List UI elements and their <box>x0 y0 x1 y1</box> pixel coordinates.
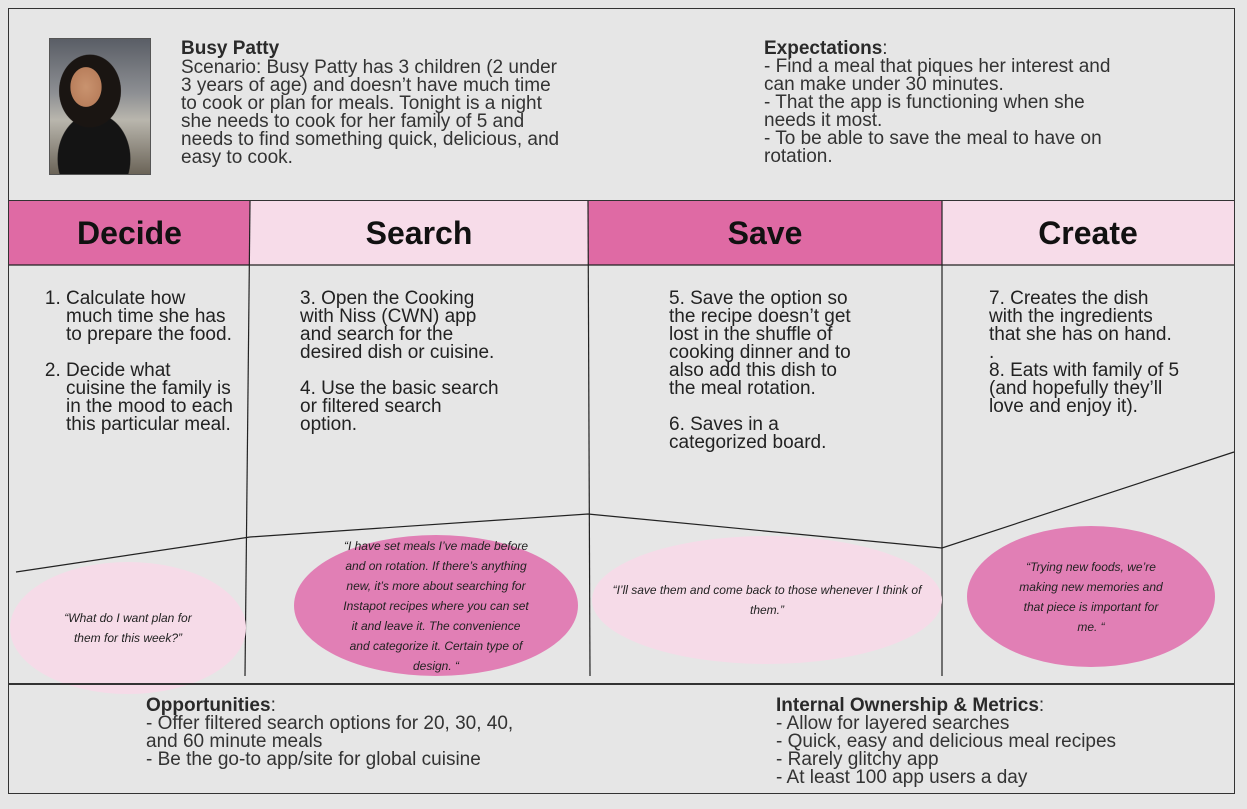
quote-save: “I’ll save them and come back to those whenever I think of them.” <box>592 536 942 664</box>
opportunity-item: - Offer filtered search options for 20, 30, 40, and 60 minute meals <box>146 713 514 752</box>
step-item: 3. Open the Cooking with Niss (CWN) app and search for the desired dish or cuisine. <box>300 288 495 363</box>
stage-label: Decide <box>77 214 182 251</box>
expectation-item: - Find a meal that piques her interest and can make under 30 minutes. <box>764 56 1111 95</box>
step-item: 8. Eats with family of 5 (and hopefully they’ll love and enjoy it). <box>989 360 1180 417</box>
persona-scenario: Scenario: Busy Patty has 3 children (2 under 3 years of age) and doesn’t have much time to cook or plan for meals. Tonight is a night she needs to cook for her family of 5 and needs to find something quick, delicious, and easy to cook. <box>181 57 560 168</box>
ownership-item: - Allow for layered searches <box>776 713 1010 734</box>
ownership-section: Internal Ownership & Metrics: - Allow for layered searches - Quick, easy and delicious meal recipes - Rarely glitchy app - At least 100 app users a day <box>776 697 1196 787</box>
opportunities-section: Opportunities: - Offer filtered search options for 20, 30, 40, and 60 minute meals - Be the go-to app/site for global cuisine <box>146 697 526 769</box>
save-steps <box>669 290 859 470</box>
opportunity-item: - Be the go-to app/site for global cuisine <box>146 749 481 770</box>
quote-create: “Trying new foods, we’re making new memories and that piece is important for me. “ <box>967 526 1215 667</box>
step-item: 1. Calculate how much time she has to prepare the food. <box>66 290 234 344</box>
expectation-item: - To be able to save the meal to have on rotation. <box>764 128 1102 167</box>
expectations-title: Expectations <box>764 38 883 59</box>
step-item: 6. Saves in a categorized board. <box>669 414 827 453</box>
footer-divider <box>8 683 1235 685</box>
ownership-item: - Rarely glitchy app <box>776 749 939 770</box>
column-divider <box>588 201 590 676</box>
stage-label: Search <box>365 214 473 251</box>
stage-label: Save <box>727 214 803 251</box>
decide-steps <box>44 290 234 452</box>
quote-search: “I have set meals I’ve made before and on rotation. If there’s anything new, it’s more about searching for Instapot recipes where you can set it and leave it. The convenience and categorize it. Certain type of design. “ <box>294 535 578 676</box>
step-item: 2. Decide what cuisine the family is in the mood to each this particular meal. <box>66 362 234 434</box>
ownership-title: Internal Ownership & Metrics <box>776 695 1039 716</box>
opportunities-title: Opportunities <box>146 695 271 716</box>
expectation-item: - That the app is functioning when she needs it most. <box>764 92 1085 131</box>
persona-name: Busy Patty <box>181 38 280 59</box>
step-item: 4. Use the basic search or filtered search option. <box>300 378 499 435</box>
create-steps <box>989 290 1184 434</box>
ownership-item: - At least 100 app users a day <box>776 767 1028 788</box>
column-divider <box>245 201 250 676</box>
search-steps <box>300 290 500 452</box>
ownership-item: - Quick, easy and delicious meal recipes <box>776 731 1117 752</box>
step-item: 5. Save the option so the recipe doesn’t get lost in the shuffle of cooking dinner and to also add this dish to the meal rotation. <box>669 288 851 399</box>
quote-decide: “What do I want plan for them for this week?” <box>10 562 246 694</box>
stage-label: Create <box>1038 214 1138 251</box>
step-item: 7. Creates the dish with the ingredients that she has on hand. . <box>989 288 1172 363</box>
expectations-section: Expectations: - Find a meal that piques her interest and can make under 30 minutes. - That the app is functioning when she needs it most. - To be able to save the meal to have on rotation. <box>764 40 1164 166</box>
